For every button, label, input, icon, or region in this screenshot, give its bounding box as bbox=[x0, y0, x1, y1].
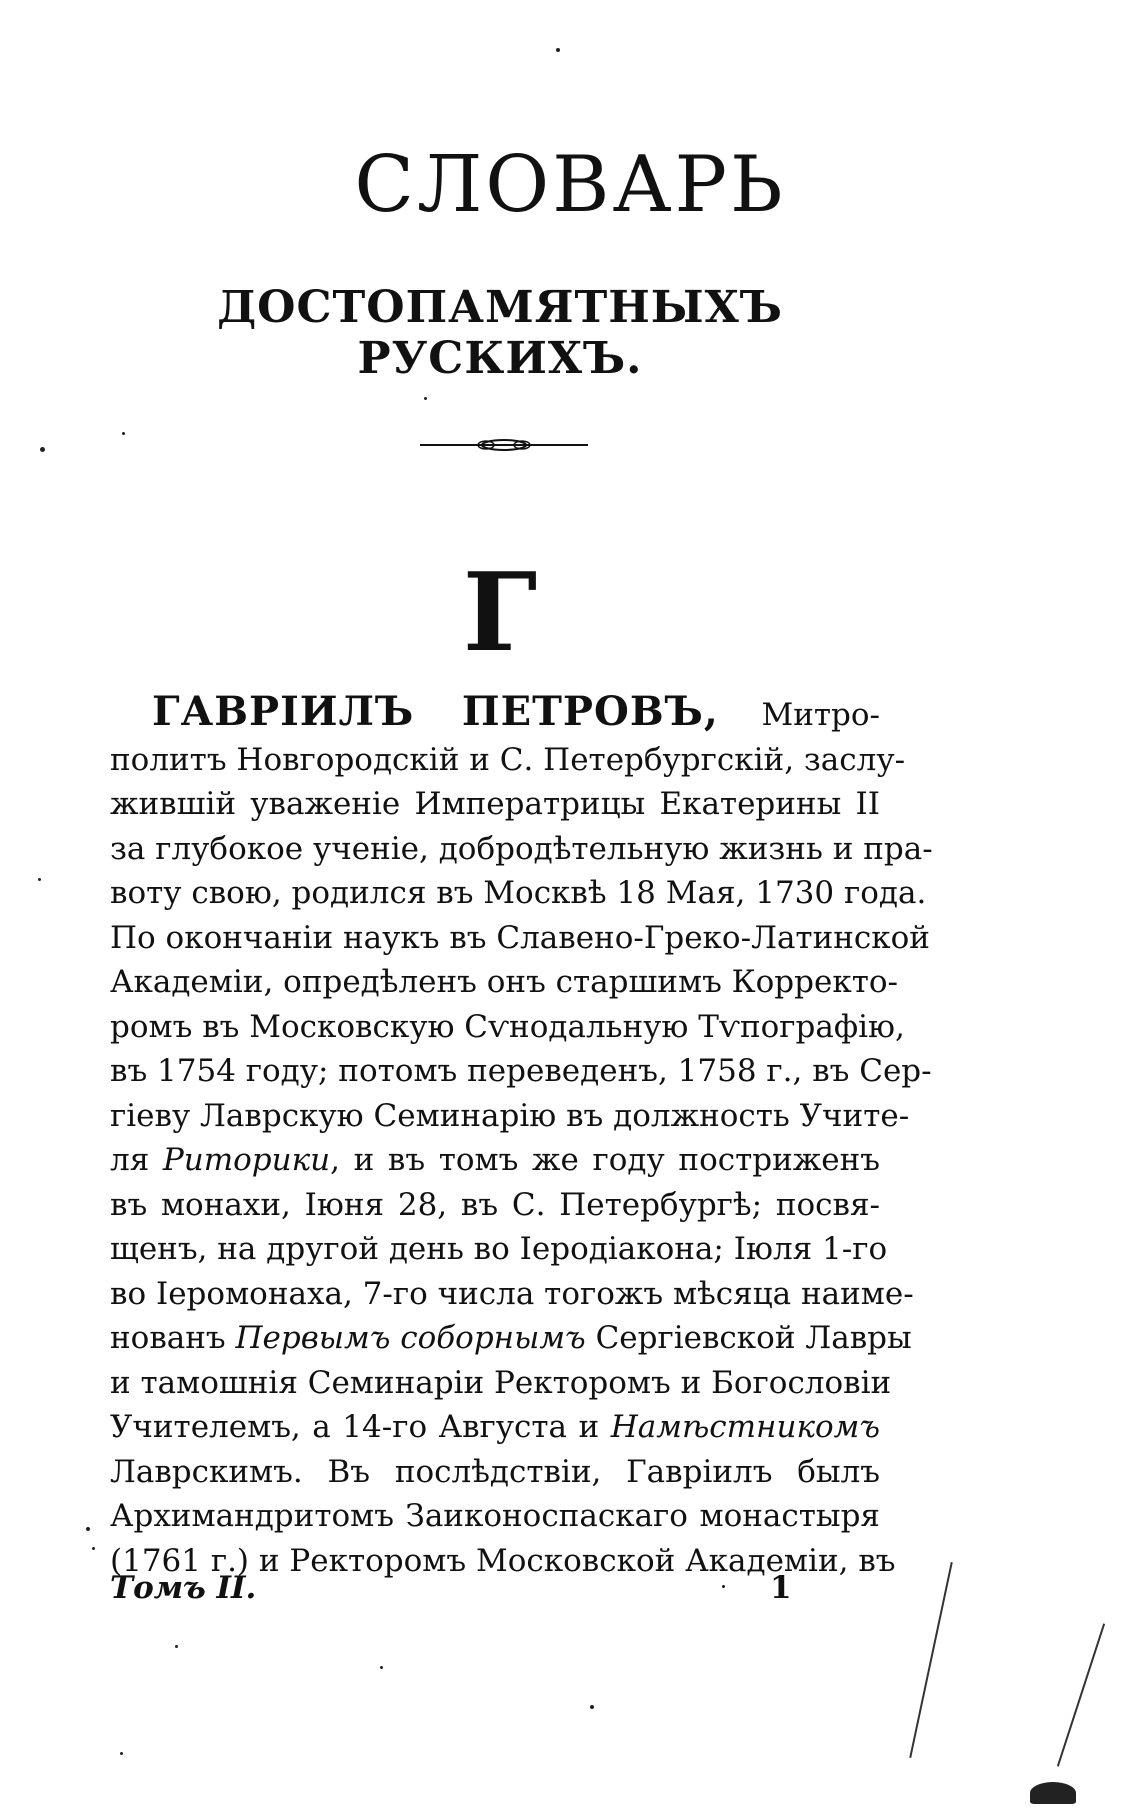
entry-line: въ 1754 году; потомъ переведенъ, 1758 г., въ Сер- bbox=[110, 1053, 932, 1089]
scan-speck bbox=[590, 1705, 594, 1709]
scan-speck bbox=[120, 1752, 123, 1755]
scan-speck bbox=[722, 1585, 725, 1588]
entry-line: воту свою, родился въ Москвѣ 18 Мая, 1730 года. bbox=[110, 875, 927, 911]
scan-blot bbox=[1030, 1782, 1076, 1804]
entry-line: нованъ Первымъ соборнымъ Сергіевской Лавры bbox=[110, 1320, 912, 1356]
scan-speck bbox=[380, 1666, 383, 1669]
scan-scratch bbox=[909, 1562, 953, 1758]
section-letter: Г bbox=[462, 550, 538, 676]
entry-line: Митро- bbox=[761, 697, 880, 733]
scan-speck bbox=[122, 432, 125, 435]
entry-line: жившій уваженіе Императрицы Екатерины II bbox=[110, 786, 880, 822]
italic-term: Риторики bbox=[162, 1142, 331, 1178]
scan-speck bbox=[40, 447, 45, 452]
entry-line: (1761 г.) и Ректоромъ Московской Академіи, въ bbox=[110, 1542, 896, 1579]
entry-line: во Іеромонаха, 7-го числа тогожъ мѣсяца наиме- bbox=[110, 1275, 914, 1312]
ornament-divider bbox=[420, 438, 588, 452]
page-title: СЛОВАРЬ bbox=[354, 140, 786, 230]
scan-speck bbox=[92, 1547, 95, 1550]
entry-line: гіеву Лаврскую Семинарію въ должность Учите- bbox=[110, 1097, 910, 1134]
entry-line: Архимандритомъ Заиконоспаскаго монастыря bbox=[110, 1498, 880, 1534]
scan-speck bbox=[175, 1645, 178, 1648]
page-subtitle: ДОСТОПАМЯТНЫХЪ РУСКИХЪ. bbox=[217, 282, 783, 384]
scan-speck bbox=[38, 878, 41, 881]
entry-line: и тамошнія Семинаріи Ректоромъ и Богословіи bbox=[110, 1364, 892, 1401]
scan-scratch bbox=[1057, 1623, 1105, 1766]
entry-line: за глубокое ученіе, добродѣтельную жизнь и пра- bbox=[110, 830, 933, 867]
entry-line: ромъ въ Московскую Сѵнодальную Тѵпографію, bbox=[110, 1008, 905, 1045]
entry-line: щенъ, на другой день во Іеродіакона; Іюля 1-го bbox=[110, 1231, 888, 1267]
entry-line: ля Риторики, и въ томъ же году постриженъ bbox=[110, 1142, 880, 1178]
entry-line: Академіи, опредѣленъ онъ старшимъ Корректо- bbox=[110, 964, 899, 1000]
signature-mark: 1 bbox=[770, 1570, 792, 1606]
entry-line: въ монахи, Іюня 28, въ С. Петербургѣ; посвя- bbox=[110, 1186, 880, 1223]
entry-line: политъ Новгородскій и С. Петербургскій, заслу- bbox=[110, 741, 906, 778]
scan-speck bbox=[424, 397, 427, 400]
entry-first-line bbox=[110, 690, 880, 738]
entry-line: Учителемъ, а 14-го Августа и Намѣстникомъ bbox=[110, 1409, 880, 1445]
entry-line: По окончаніи наукъ въ Славено-Греко-Латинской bbox=[110, 919, 930, 956]
scan-speck bbox=[556, 48, 560, 52]
italic-term: Намѣстникомъ bbox=[610, 1409, 880, 1445]
page-footer bbox=[110, 1570, 810, 1606]
volume-label: Томъ II. bbox=[110, 1570, 257, 1606]
entry-line: Лаврскимъ. Въ послѣдствіи, Гавріилъ былъ bbox=[110, 1453, 880, 1490]
entry-headword: ГАВРIИЛЪ ПЕТРОВЪ, bbox=[152, 688, 719, 735]
scan-speck bbox=[86, 1527, 90, 1531]
entry-body bbox=[110, 688, 933, 1583]
italic-term: Первымъ соборнымъ bbox=[235, 1320, 586, 1356]
